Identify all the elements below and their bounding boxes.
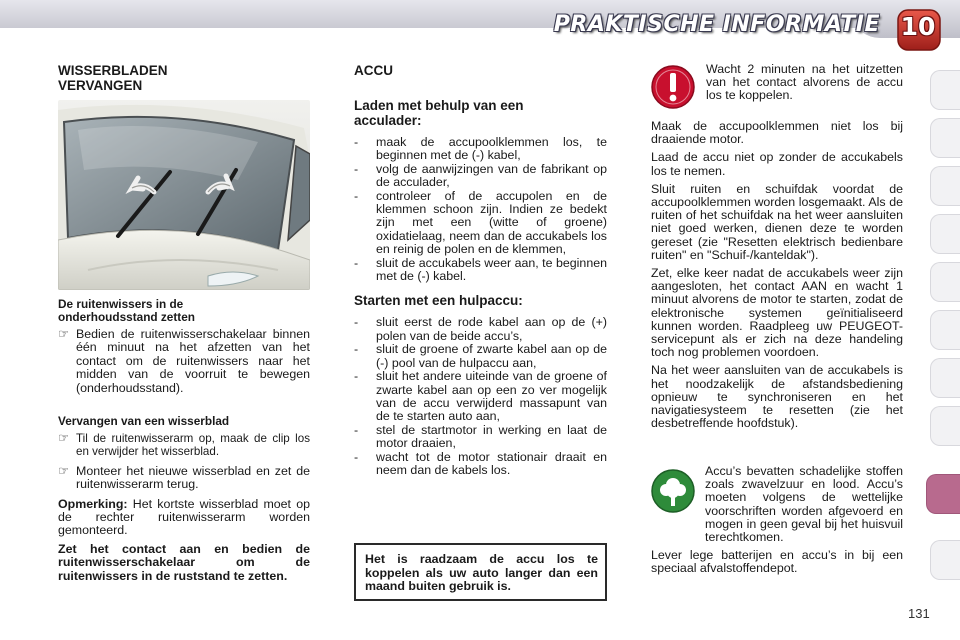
warning-text xyxy=(706,63,903,108)
note-paragraph: Na het weer aansluiten van de accukabels is het noodzakelijk de afstandsbediening opnieuw te synchroniseren en het navigatiesysteem te resetten (zie het desbetreffende hoofdstuk). xyxy=(651,363,903,431)
side-tab[interactable] xyxy=(930,540,960,580)
subheading: De ruitenwissers in de xyxy=(58,297,184,311)
list-text: controleer of de accupolen en de klemmen schoon zijn. Indien ze bedekt zijn met een (witte of groene) oxidatielaag, neem dan de accukabels los en reinig de polen en de klemmen, xyxy=(376,188,607,257)
note-paragraph: Laad de accu niet op zonder de accukabels los te nemen. xyxy=(651,150,903,178)
side-tab[interactable] xyxy=(930,358,960,398)
list-item xyxy=(354,316,607,343)
warning-exclamation-icon xyxy=(650,64,696,110)
note-paragraph: Zet, elke keer nadat de accukabels weer zijn aangesloten, het contact AAN en wacht 1 minuut alvorens de motor te starten, zodat de elektronische systemen geïnitialiseerd kunnen worden. Raadpleeg uw PEUGEOT-servicepunt als er zich na deze handeling toch nog problemen voordoen. xyxy=(651,266,903,360)
dash-marker: - xyxy=(354,135,359,149)
dash-marker: - xyxy=(354,315,359,330)
eco-paragraph: Lever lege batterijen en accu’s in bij een speciaal afvalstoffendepot. xyxy=(651,548,903,576)
closing-instruction: Zet het contact aan en bedien de ruitenwisserschakelaar om de ruitenwissers in de ruststand te zetten. xyxy=(58,541,310,583)
side-tab[interactable] xyxy=(930,262,960,302)
hand-pointer-icon: ☞ xyxy=(58,327,70,341)
chapter-side-tabs xyxy=(926,70,960,630)
battery-section xyxy=(354,63,607,477)
side-tab[interactable] xyxy=(930,166,960,206)
title-line: VERVANGEN xyxy=(58,78,143,93)
list-text: sluit het andere uiteinde van de groene of zwarte kabel aan op een zo ver mogelijk van de accu verwijderd massapunt van de te starten auto aan, xyxy=(376,369,607,424)
dash-marker: - xyxy=(354,161,359,176)
list-item xyxy=(354,257,607,284)
list-item xyxy=(354,163,607,190)
dash-marker: - xyxy=(354,422,359,437)
side-tab[interactable] xyxy=(930,406,960,446)
list-text: volg de aanwijzingen van de fabrikant op de acculader, xyxy=(376,161,607,190)
list-item xyxy=(354,343,607,370)
subheading: Vervangen van een wisserblad xyxy=(58,414,230,429)
list-item xyxy=(354,451,607,478)
instruction-bullet xyxy=(58,328,310,395)
instruction-bullet xyxy=(58,432,310,459)
dash-marker: - xyxy=(354,369,359,384)
section-heading: Laden met behulp van een xyxy=(354,98,524,113)
bullet-text: Bedien de ruitenwisserschakelaar binnen één minuut na het afzetten van het contact om de ruitenwissers naar het midden van de voorruit te bewegen (onderhoudsstand). xyxy=(76,327,310,395)
subheading: onderhoudsstand zetten xyxy=(58,310,195,324)
list-text: wacht tot de motor stationair draait en neem dan de kabels los. xyxy=(376,449,607,477)
list-text: sluit eerst de rode kabel aan op de (+) polen van de beide accu’s, xyxy=(376,315,607,343)
hand-pointer-icon: ☞ xyxy=(58,463,70,478)
dash-marker: - xyxy=(354,449,359,464)
note-paragraph xyxy=(58,498,310,538)
side-tab-active[interactable] xyxy=(926,474,960,514)
side-tab[interactable] xyxy=(930,118,960,158)
section-heading: acculader: xyxy=(354,113,422,128)
section-heading: Starten met een hulpaccu: xyxy=(354,293,523,309)
list-item xyxy=(354,136,607,163)
eco-paragraph: Accu’s bevatten schadelijke stoffen zoals zwavelzuur en lood. Accu’s moeten volgens de wettelijke voorschriften worden afgevoerd en mogen in geen geval bij het huisvuil terechtkomen. xyxy=(705,464,903,545)
list-text: sluit de groene of zwarte kabel aan op de (-) pool van de hulpaccu aan, xyxy=(376,342,607,370)
list-text: sluit de accukabels weer aan, te beginnen met de (-) kabel. xyxy=(376,255,607,284)
list-item xyxy=(354,370,607,424)
title-line: WISSERBLADEN xyxy=(58,63,168,78)
bullet-text: Monteer het nieuwe wisserblad en zet de ruitenwisserarm terug. xyxy=(76,463,310,492)
warning-paragraph: Wacht 2 minuten na het uitzetten van het contact alvorens de accu los te koppelen. xyxy=(706,62,903,103)
dash-marker: - xyxy=(354,342,359,357)
bullet-text: Til de ruitenwisserarm op, maak de clip los en verwijder het wisserblad. xyxy=(76,432,310,459)
wiper-section-title xyxy=(58,63,310,99)
page-number: 131 xyxy=(908,606,930,621)
note-label: Opmerking: xyxy=(58,496,128,511)
chapter-number: 10 xyxy=(900,12,936,41)
instruction-bullet xyxy=(58,465,310,492)
wiper-service-position xyxy=(58,298,310,588)
environment-notes xyxy=(651,465,903,581)
list-item xyxy=(354,190,607,257)
note-paragraph: Sluit ruiten en schuifdak voordat de accupoolklemmen worden losgemaakt. Als de ruiten of het schuifdak na het weer aansluiten niet goed werken, dienen deze te worden gereset (zie "Resetten elektrisch bedienbare ruiten" en "Schuif-/kanteldak"). xyxy=(651,181,903,262)
chapter-title: PRAKTISCHE INFORMATIE xyxy=(553,12,880,37)
windscreen-wiper-illustration xyxy=(58,100,310,290)
dash-marker: - xyxy=(354,255,359,270)
note-paragraph: Maak de accupoolklemmen niet los bij draaiende motor. xyxy=(651,119,903,147)
list-text: stel de startmotor in werking en laat de motor draaien, xyxy=(376,422,607,451)
section-title: ACCU xyxy=(354,63,393,78)
side-tab[interactable] xyxy=(930,310,960,350)
side-tab[interactable] xyxy=(930,70,960,110)
hand-pointer-icon: ☞ xyxy=(58,431,70,446)
side-tab[interactable] xyxy=(930,214,960,254)
note-text: Het kortste wisserblad moet op de rechter ruitenwisserarm worden gemonteerd. xyxy=(58,496,310,538)
dash-marker: - xyxy=(354,188,359,203)
battery-notes xyxy=(651,120,903,435)
list-item xyxy=(354,424,607,451)
list-text: maak de accupoolklemmen los, te beginnen met de (-) kabel, xyxy=(376,135,607,163)
tip-box: Het is raadzaam de accu los te koppelen als uw auto langer dan een maand buiten gebruik is. xyxy=(354,543,607,601)
